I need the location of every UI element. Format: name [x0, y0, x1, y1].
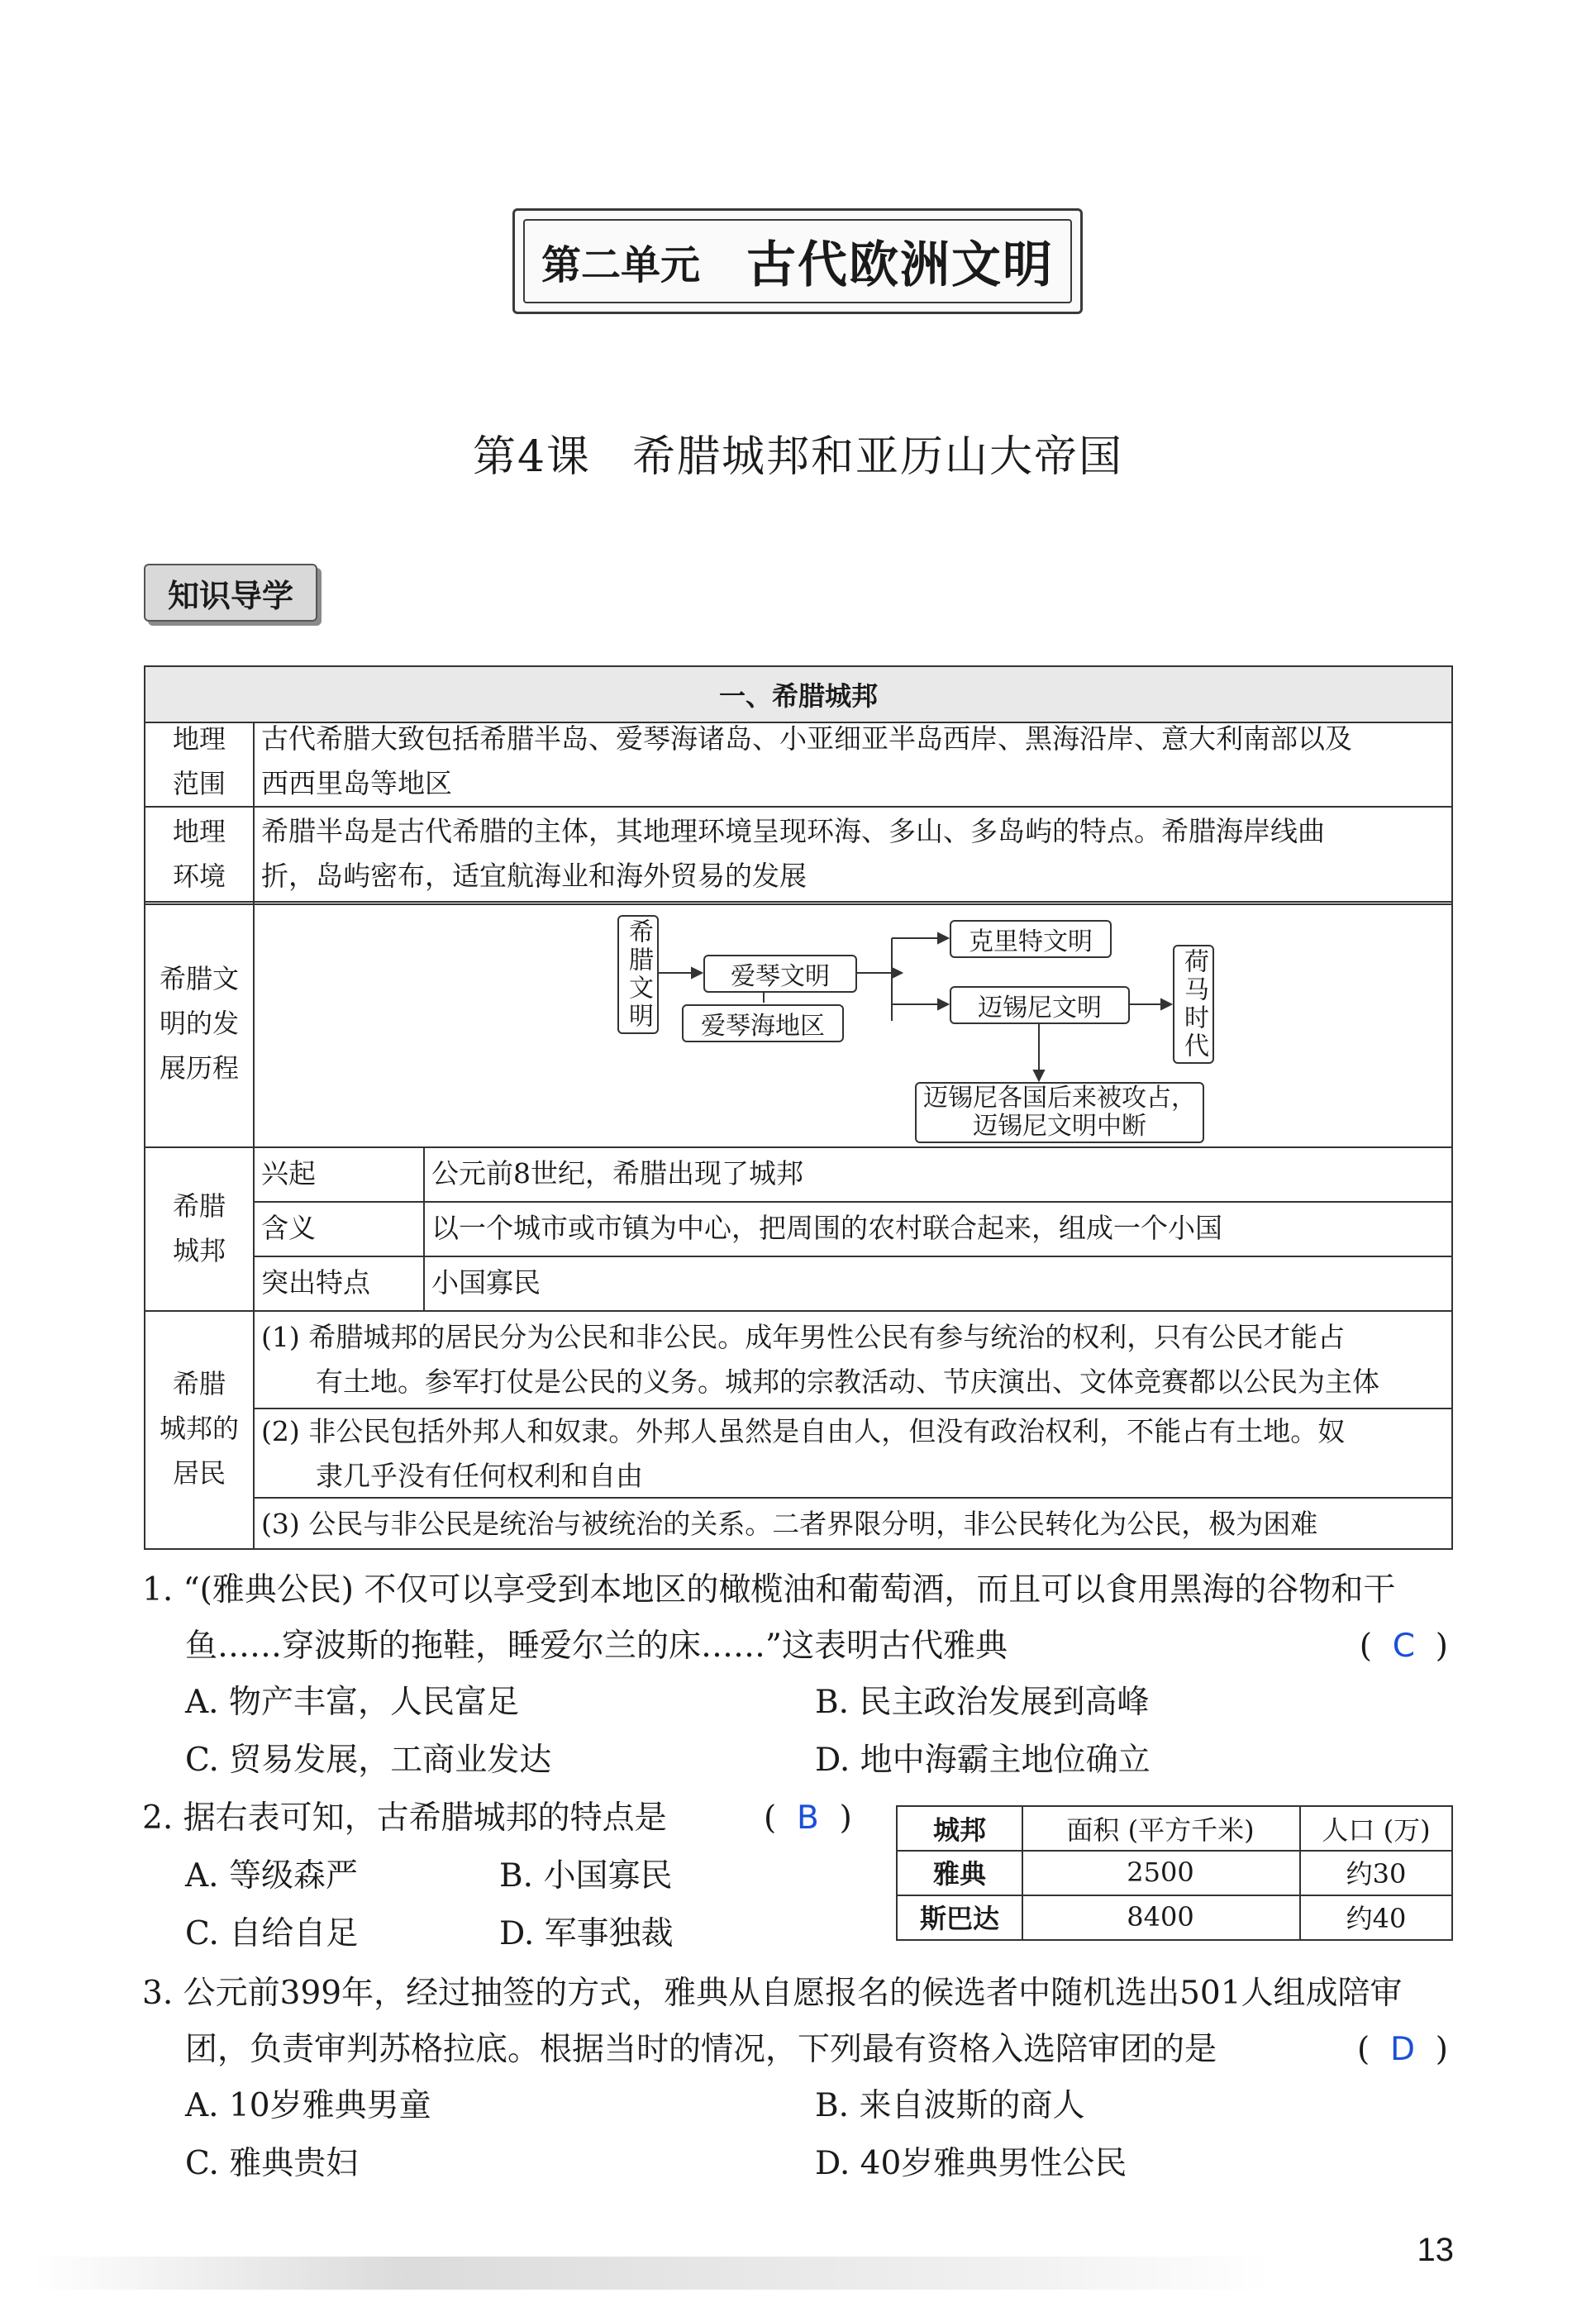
- city-state-key-rise: 兴起: [261, 1157, 316, 1189]
- table-title: 一、希腊城邦: [145, 667, 1451, 723]
- unit-title: 古代欧洲文明: [746, 236, 1054, 294]
- table-cell: 约40: [1346, 1903, 1407, 1934]
- option: D. 40岁雅典男性公民: [815, 2145, 1127, 2182]
- node-mycenae: 迈锡尼文明: [950, 986, 1130, 1024]
- unit-banner: [512, 208, 1083, 314]
- knowledge-table: [144, 665, 1453, 1550]
- question-stem: 据右表可知，古希腊城邦的特点是: [183, 1799, 667, 1837]
- table-header: 面积 (平方千米): [1066, 1814, 1255, 1846]
- option: B. 小国寡民: [499, 1857, 673, 1895]
- question-3: [142, 1966, 1456, 2078]
- option: C. 雅典贵妇: [185, 2145, 359, 2182]
- geo-env-label: 地理 环境: [172, 816, 226, 892]
- row-divider: [145, 901, 1451, 903]
- city-state-value-feature: 小国寡民: [431, 1266, 541, 1299]
- answer-bracket: ( B ): [764, 1799, 852, 1837]
- option: A. 等级森严: [185, 1857, 358, 1895]
- page-number: 13: [1417, 2232, 1454, 2268]
- question-number: 1.: [142, 1571, 174, 1609]
- development-diagram: [254, 905, 1452, 1145]
- table-header: 城邦: [932, 1814, 986, 1846]
- node-mycenae-end: 迈锡尼各国后来被攻占， 迈锡尼文明中断: [915, 1082, 1204, 1143]
- option: D. 军事独裁: [499, 1915, 674, 1952]
- residents-label: 希腊 城邦的 居民: [159, 1368, 239, 1489]
- city-state-key-feature: 突出特点: [261, 1266, 370, 1299]
- col-divider: [423, 1146, 425, 1310]
- city-state-key-meaning: 含义: [261, 1212, 316, 1244]
- row-divider: [145, 1146, 1451, 1148]
- diagram-connectors: [254, 905, 1452, 1145]
- question-2: [142, 1790, 869, 1847]
- table-cell: 8400: [1127, 1901, 1194, 1933]
- table-cell: 斯巴达: [919, 1903, 999, 1934]
- question-number: 2.: [142, 1799, 174, 1837]
- question-stem: “(雅典公民) 不仅可以享受到本地区的橄榄油和葡萄酒，而且可以食用黑海的谷物和干: [183, 1571, 1396, 1609]
- city-state-value-rise: 公元前8世纪，希腊出现了城邦: [431, 1157, 803, 1189]
- table-cell: 雅典: [932, 1858, 986, 1890]
- geo-scope-label: 地理 范围: [172, 723, 226, 799]
- geo-env-text: 希腊半岛是古代希腊的主体，其地理环境呈现环海、多山、多岛屿的特点。希腊海岸线曲 折，岛屿密布，适宜航海业和海外贸易的发展: [261, 815, 1325, 892]
- question-stem: 公元前399年，经过抽签的方式，雅典从自愿报名的候选者中随机选出501人组成陪审: [183, 1975, 1403, 2012]
- answer-bracket: ( C ): [1359, 1628, 1448, 1665]
- option: C. 贸易发展，工商业发达: [185, 1742, 552, 1779]
- answer-bracket: ( D ): [1356, 2031, 1448, 2068]
- question-stem: 团，负责审判苏格拉底。根据当时的情况，下列最有资格入选陪审团的是: [185, 2031, 1217, 2068]
- development-label: 希腊文 明的发 展历程: [159, 963, 239, 1084]
- lesson-heading: [0, 422, 1596, 484]
- node-aegean: 爱琴文明: [703, 955, 857, 993]
- scan-shadow: [33, 2257, 1273, 2290]
- geo-scope-text: 古代希腊大致包括希腊半岛、爱琴海诸岛、小亚细亚半岛西岸、黑海沿岸、意大利南部以及 西西里岛等地区: [261, 722, 1352, 799]
- city-state-stats-table: [896, 1805, 1453, 1941]
- lesson-number: 第4课: [472, 432, 592, 482]
- answer: D: [1389, 2031, 1415, 2068]
- option: D. 地中海霸主地位确立: [815, 1742, 1151, 1779]
- row-divider: [145, 806, 1451, 808]
- city-state-label: 希腊 城邦: [172, 1190, 226, 1266]
- option: B. 来自波斯的商人: [815, 2087, 1085, 2124]
- residents-item-1: (1) 希腊城邦的居民分为公民和非公民。成年男性公民有参与统治的权利，只有公民才能占 有土地。参军打仗是公民的义务。城邦的宗教活动、节庆演出、文体竞赛都以公民为主体: [261, 1321, 1379, 1398]
- table-cell: 2500: [1127, 1857, 1194, 1888]
- answer: C: [1392, 1628, 1415, 1665]
- unit-label: 第二单元: [541, 241, 700, 288]
- node-greek-civ: 希腊文明: [617, 915, 659, 1034]
- row-divider: [253, 1201, 1451, 1203]
- row-divider: [253, 1256, 1451, 1257]
- table-header: 人口 (万): [1322, 1814, 1431, 1846]
- table-cell: 约30: [1346, 1858, 1407, 1890]
- residents-item-2: (2) 非公民包括外邦人和奴隶。外邦人虽然是自由人，但没有政治权利，不能占有土地。奴 隶几乎没有任何权利和自由: [261, 1415, 1346, 1492]
- question-number: 3.: [142, 1975, 174, 2012]
- city-state-value-meaning: 以一个城市或市镇为中心，把周围的农村联合起来，组成一个小国: [431, 1212, 1222, 1244]
- option: B. 民主政治发展到高峰: [815, 1684, 1150, 1721]
- row-divider: [145, 1310, 1451, 1312]
- option: C. 自给自足: [185, 1915, 359, 1952]
- node-aegean-region: 爱琴海地区: [682, 1004, 844, 1042]
- question-1: [142, 1562, 1456, 1675]
- lesson-title: 希腊城邦和亚历山大帝国: [632, 432, 1124, 482]
- residents-item-3: (3) 公民与非公民是统治与被统治的关系。二者界限分明，非公民转化为公民，极为困难: [261, 1508, 1318, 1540]
- node-homer: 荷马时代: [1173, 945, 1214, 1064]
- node-crete: 克里特文明: [950, 920, 1112, 958]
- question-stem: 鱼……穿波斯的拖鞋，睡爱尔兰的床……”这表明古代雅典: [185, 1628, 1008, 1665]
- section-tag: 知识导学: [144, 564, 317, 622]
- answer: B: [797, 1799, 819, 1837]
- option: A. 10岁雅典男童: [185, 2087, 431, 2124]
- option: A. 物产丰富，人民富足: [185, 1684, 519, 1721]
